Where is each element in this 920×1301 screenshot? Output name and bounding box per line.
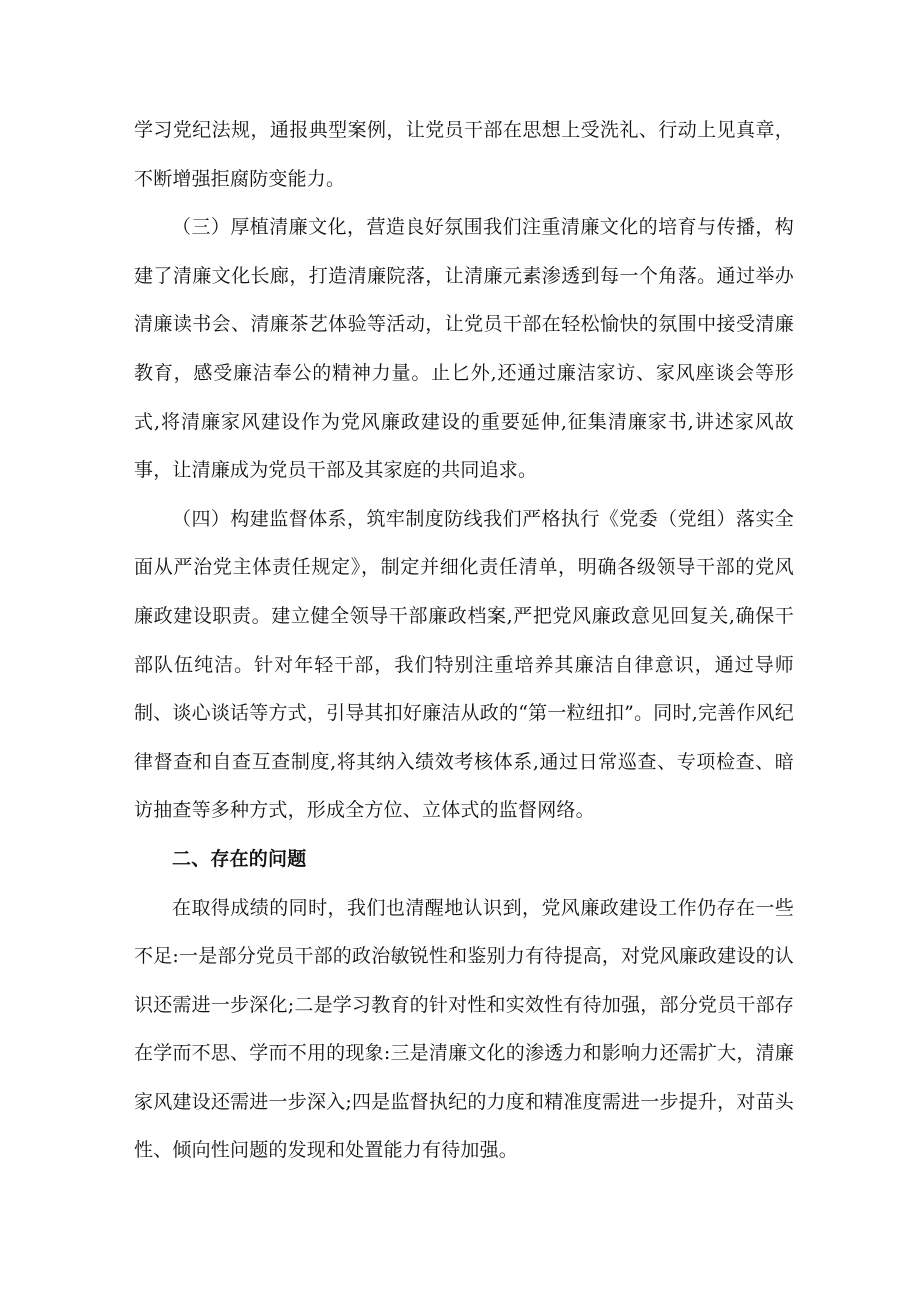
paragraph-problems: 在取得成绩的同时，我们也清醒地认识到，党风廉政建设工作仍存在一些不足:一是部分党员干部的政治敏锐性和鉴别力有待提高，对党风廉政建设的认识还需进一步深化;二是学习教育的针对性和实效性有待加强，部分党员干部存在学而不思、学而不用的现象:三是清廉文化的渗透力和影响力还需扩大，清廉家风建设还需进一步深入;四是监督执纪的力度和精准度需进一步提升，对苗头性、倾向性问题的发现和处置能力有待加强。 [134, 896, 794, 1162]
paragraph-continuation: 学习党纪法规，通报典型案例，让党员干部在思想上受洗礼、行动上见真章，不断增强拒腐防变能力。 [134, 119, 794, 190]
paragraph-clean-culture: （三）厚植清廉文化，营造良好氛围我们注重清廉文化的培育与传播，构建了清廉文化长廊，打造清廉院落，让清廉元素渗透到每一个角落。通过举办清廉读书会、清廉茶艺体验等活动，让党员干部在轻松愉快的氛围中接受清廉教育，感受廉洁奉公的精神力量。止匕外,还通过廉洁家访、家风座谈会等形式,将清廉家风建设作为党风廉政建设的重要延伸,征集清廉家书,讲述家风故事，让清廉成为党员干部及其家庭的共同追求。 [134, 216, 794, 482]
paragraph-supervision-system: （四）构建监督体系，筑牢制度防线我们严格执行《党委（党组）落实全面从严治党主体责任规定》，制定并细化责任清单，明确各级领导干部的党风廉政建设职责。建立健全领导干部廉政档案,严把党风廉政意见回复关,确保干部队伍纯洁。针对年轻干部，我们特别注重培养其廉洁自律意识，通过导师制、谈心谈话等方式，引导其扣好廉洁从政的“第一粒纽扣”。同时,完善作风纪律督查和自查互查制度,将其纳入绩效考核体系,通过日常巡查、专项检查、暗访抽查等多种方式，形成全方位、立体式的监督网络。 [134, 507, 794, 822]
document-body [134, 106, 794, 1175]
section-heading-existing-problems: 二、存在的问题 [172, 847, 307, 870]
